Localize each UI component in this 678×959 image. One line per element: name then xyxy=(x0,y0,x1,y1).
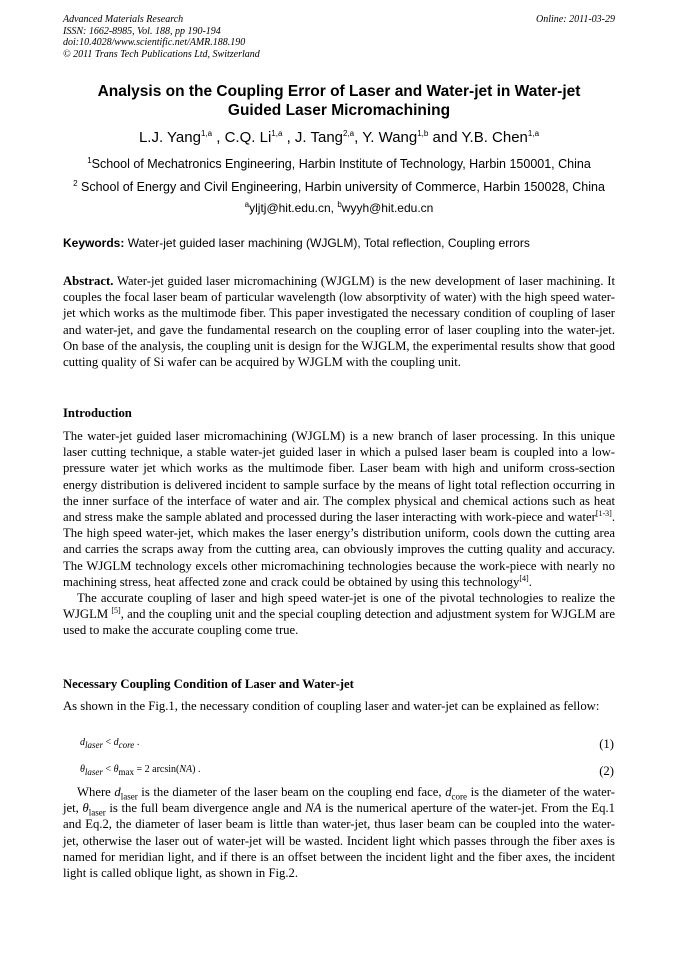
title-line-2: Guided Laser Micromachining xyxy=(227,102,451,119)
email-a-sup: a xyxy=(244,200,250,209)
affiliation-2 xyxy=(63,180,615,194)
abstract-text: Water-jet guided laser micromachining (WJGLM) is the new development of laser machining. It couples the focal laser beam of particular wavelength (low absorptivity of water) with the high speed water-jet which works as the multimode fiber. This paper investigated the necessary condition of coupling of laser and water-jet, and gave the fundamental research on the coupling error of laser coupling into the water-jet. On base of the analysis, the coupling unit is design for the WJGLM, the experimental results show that good cutting quality of Si wafer can be acquired by WJGLM with the coupling unit. xyxy=(63,274,615,370)
eq1-end: . xyxy=(134,737,140,748)
abstract-label: Abstract. xyxy=(63,274,114,288)
emails xyxy=(63,201,615,215)
section-2-heading: Necessary Coupling Condition of Laser and Water-jet xyxy=(63,677,354,691)
author-5: and Y.B. Chen xyxy=(428,129,528,146)
intro-p1-part-b: . The high speed water-jet, which makes the laser energy’s distribution uniform, cools down the cutting area and carries the scraps away from the cutting area, can obviously improves the cutting quality and accuracy. The WJGLM technology excels other micromachining technologies because the work-piece with nearly no machining stress, heat affected zone and crack could be obtained by using this technology xyxy=(63,510,615,589)
eq2-lhs-sub: laser xyxy=(84,767,103,777)
citation-1-3: [1-3] xyxy=(595,508,612,518)
intro-paragraph-2 xyxy=(63,590,615,639)
s2-text-2: is the diameter of the laser beam on the coupling end face, xyxy=(137,785,446,799)
affiliation-1-sup: 1 xyxy=(87,155,92,165)
online-date: Online: 2011-03-29 xyxy=(536,14,615,25)
s2-text-1: Where xyxy=(77,785,115,799)
equation-1 xyxy=(80,737,139,748)
paper-title xyxy=(63,82,615,120)
intro-p1-part-a: The water-jet guided laser micromachining (WJGLM) is a new branch of laser processing. In this unique laser cutting technique, a stable water-jet guided laser in which a pulsed laser beam is coupled into a low-pressure water jet which works as the multimode fiber. Laser beam with high and uniform cross-section energy distribution is delivered incident to sample surface by the means of light total reflection occurring in the inner surface of the interface of water and air. The complex physical and chemical actions such as heat and stress make the sample ablated and processed during the laser interacting with work-piece and water xyxy=(63,429,615,525)
s2-text-4: is the full beam divergence angle and xyxy=(105,801,306,816)
author-2-sup: 1,a xyxy=(271,129,283,138)
journal-header xyxy=(63,14,615,60)
keywords-label: Keywords: xyxy=(63,236,125,250)
eq2-rhs-sub: max xyxy=(118,767,134,777)
eq2-rhs: θ xyxy=(113,764,119,775)
eq2-lhs: θ xyxy=(80,764,85,775)
email-a[interactable]: yljtj@hit.edu.cn, xyxy=(249,201,338,215)
affiliation-1-text: School of Mechatronics Engineering, Harbin Institute of Technology, Harbin 150001, China xyxy=(91,157,591,171)
author-2: , C.Q. Li xyxy=(212,129,272,146)
author-4: , Y. Wang xyxy=(354,129,418,146)
eq1-lhs: d xyxy=(80,737,85,748)
var-d-core-sub: core xyxy=(451,791,468,802)
section-2-body xyxy=(63,784,615,881)
var-na: NA xyxy=(305,801,322,816)
var-d-laser: d xyxy=(114,785,121,799)
email-b[interactable]: wyyh@hit.edu.cn xyxy=(341,201,434,215)
intro-heading: Introduction xyxy=(63,406,132,420)
intro-p2-part-b: , and the coupling unit and the special coupling detection and adjustment system for WJGLM are used to make the accurate coupling come true. xyxy=(63,607,616,638)
eq2-end: . xyxy=(195,764,201,775)
var-d-laser-sub: laser xyxy=(120,791,138,802)
affiliation-2-sup: 2 xyxy=(73,178,78,188)
author-3: , J. Tang xyxy=(282,129,343,146)
s2-text-3: is the diameter of the water-jet, xyxy=(63,785,616,816)
author-1: L.J. Yang xyxy=(138,129,201,146)
var-d-core: d xyxy=(445,785,452,799)
intro-p2-part-a: The accurate coupling of laser and high speed water-jet is one of the pivotal technologies to realize the WJGLM xyxy=(63,591,615,622)
section-2-intro: As shown in the Fig.1, the necessary condition of coupling laser and water-jet can be explained as fellow: xyxy=(63,699,600,713)
citation-5: [5] xyxy=(111,606,121,615)
author-1-sup: 1,a xyxy=(200,129,213,138)
eq2-op: < xyxy=(102,764,114,775)
eq2-na: NA xyxy=(179,764,193,775)
keywords-text: Water-jet guided laser machining (WJGLM), Total reflection, Coupling errors xyxy=(124,236,530,250)
s2-text-5: is the numerical aperture of the water-jet. From the Eq.1 and Eq.2, the diameter of laser beam is little than water-jet, thus laser beam can be coupled into the water-jet, otherwise the laser out of water-jet will be wasted. Incident light which passes through the fiber axes is named for meridian light, and if there is an offset between the incident light and the fiber axes, the incident light is called oblique light, as shown in Fig.2. xyxy=(63,801,615,881)
equation-2 xyxy=(80,764,200,775)
title-line-1: Analysis on the Coupling Error of Laser and Water-jet in Water-jet xyxy=(97,83,581,100)
equation-2-number: (2) xyxy=(599,764,614,778)
eq2-close: ) xyxy=(192,764,196,775)
equation-1-number: (1) xyxy=(599,737,614,751)
author-3-sup: 2,a xyxy=(343,129,355,138)
eq1-rhs-sub: core xyxy=(118,740,135,750)
intro-body xyxy=(63,428,615,639)
eq1-lhs-sub: laser xyxy=(85,740,103,750)
affiliation-1 xyxy=(63,157,615,171)
author-4-sup: 1,b xyxy=(417,129,429,138)
affiliation-2-text: School of Energy and Civil Engineering, Harbin university of Commerce, Harbin 150028, China xyxy=(77,180,605,194)
var-theta-laser-sub: laser xyxy=(88,807,106,818)
keywords xyxy=(63,236,615,250)
var-theta-laser: θ xyxy=(82,801,89,816)
issn: ISSN: 1662-8985, Vol. 188, pp 190-194 xyxy=(63,25,221,37)
author-list xyxy=(63,129,615,146)
doi: doi:10.4028/www.scientific.net/AMR.188.190 xyxy=(63,37,246,48)
journal-name: Advanced Materials Research xyxy=(63,14,184,25)
author-5-sup: 1,a xyxy=(527,129,540,138)
eq2-mid: = 2 arcsin( xyxy=(133,764,180,775)
eq1-rhs: d xyxy=(113,737,119,748)
citation-4: [4] xyxy=(519,573,529,583)
email-b-sup: b xyxy=(337,200,342,209)
eq1-op: < xyxy=(103,737,114,748)
copyright: © 2011 Trans Tech Publications Ltd, Switzerland xyxy=(63,48,260,60)
abstract xyxy=(63,273,615,370)
intro-paragraph-1 xyxy=(63,428,615,590)
intro-p1-part-c: . xyxy=(528,574,532,589)
